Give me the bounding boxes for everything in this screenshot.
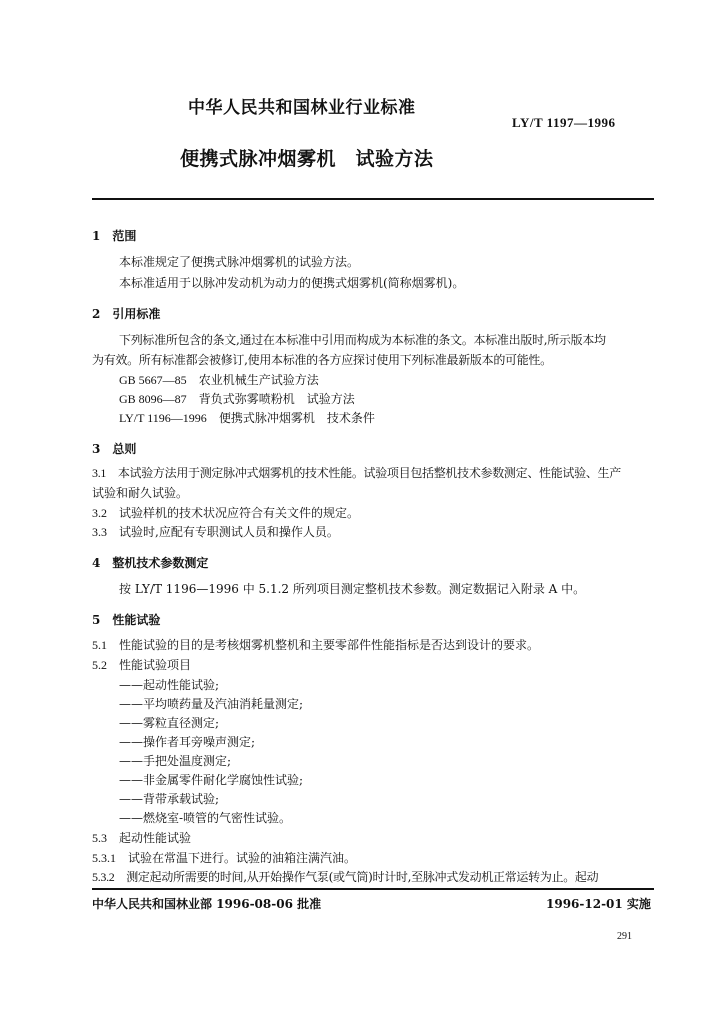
- section-5-heading: [92, 612, 160, 628]
- s4-paragraph: 按 LY/T 1196—1996 中 5.1.2 所列项目测定整机技术参数。测定数据记入附录 A 中。: [119, 582, 586, 596]
- clause-number: 5.1: [92, 638, 107, 652]
- test-item: ——雾粒直径测定;: [119, 716, 220, 730]
- test-item: ——手把处温度测定;: [119, 754, 232, 768]
- clause-5-2: [92, 657, 191, 673]
- clause-text: 起动性能试验: [119, 831, 192, 845]
- approval-line: 中华人民共和国林业部 1996-08-06 批准: [92, 897, 322, 911]
- s2-paragraph-line-1: 下列标准所包含的条文,通过在本标准中引用而构成为本标准的条文。本标准出版时,所示版本均: [119, 333, 606, 347]
- clause-text: 本试验方法用于测定脉冲式烟雾机的技术性能。试验项目包括整机技术参数测定、性能试验、生产: [117, 466, 621, 480]
- reference-name: 便携式脉冲烟雾机 技术条件: [218, 411, 375, 425]
- footer-divider: [92, 888, 654, 890]
- clause-number: 5.3: [92, 831, 107, 845]
- clause-5-3-2: [92, 869, 598, 885]
- section-number: 1: [92, 229, 101, 243]
- test-item: ——起动性能试验;: [119, 678, 220, 692]
- clause-number: 5.2: [92, 658, 107, 672]
- clause-text: 试验时,应配有专职测试人员和操作人员。: [119, 525, 339, 539]
- reference-code: LY/T 1196—1996: [119, 411, 207, 425]
- clause-5-3: [92, 830, 191, 846]
- clause-number: 5.3.1: [92, 851, 116, 865]
- org-title: 中华人民共和国林业行业标准: [188, 98, 416, 118]
- page-number: 291: [617, 931, 632, 942]
- clause-text: 试验在常温下进行。试验的油箱注满汽油。: [128, 851, 357, 865]
- standard-code: LY/T 1197—1996: [512, 115, 616, 130]
- clause-text: 测定起动所需要的时间,从开始操作气泵(或气筒)时计时,至脉冲式发动机正常运转为止。起动: [126, 870, 599, 884]
- s2-paragraph-line-2: 为有效。所有标准都会被修订,使用本标准的各方应探讨使用下列标准最新版本的可能性。: [92, 353, 552, 367]
- section-number: 4: [92, 556, 101, 570]
- reference-item: [119, 372, 319, 388]
- section-number: 2: [92, 307, 101, 321]
- test-item: ——操作者耳旁噪声测定;: [119, 735, 256, 749]
- test-item: ——平均喷药量及汽油消耗量测定;: [119, 697, 304, 711]
- section-title: 引用标准: [112, 307, 161, 321]
- test-item: ——燃烧室-喷管的气密性试验。: [119, 811, 292, 825]
- reference-name: 背负式弥雾喷粉机 试验方法: [198, 392, 355, 406]
- clause-text: 试验样机的技术状况应符合有关文件的规定。: [119, 506, 360, 520]
- section-title: 总则: [112, 442, 137, 456]
- reference-item: [119, 391, 355, 407]
- clause-text: 性能试验的目的是考核烟雾机整机和主要零部件性能指标是否达到设计的要求。: [119, 638, 540, 652]
- reference-name: 农业机械生产试验方法: [198, 373, 319, 387]
- s1-paragraph-1: 本标准规定了便携式脉冲烟雾机的试验方法。: [119, 255, 360, 269]
- reference-code: GB 5667—85: [119, 373, 187, 387]
- reference-item: [119, 410, 375, 426]
- test-item: ——背带承载试验;: [119, 792, 220, 806]
- section-1-heading: [92, 228, 136, 244]
- clause-3-1-line-1: [92, 465, 621, 481]
- section-number: 5: [92, 613, 101, 627]
- clause-3-1-line-2: 试验和耐久试验。: [92, 486, 189, 500]
- section-4-heading: [92, 555, 208, 571]
- reference-code: GB 8096—87: [119, 392, 187, 406]
- clause-number: 5.3.2: [92, 870, 115, 884]
- effective-date: 1996-12-01 实施: [546, 897, 651, 911]
- test-item: ——非金属零件耐化学腐蚀性试验;: [119, 773, 304, 787]
- section-3-heading: [92, 441, 136, 457]
- section-title: 整机技术参数测定: [112, 556, 209, 570]
- section-title: 性能试验: [112, 613, 161, 627]
- clause-number: 3.2: [92, 506, 107, 520]
- clause-3-3: [92, 524, 339, 540]
- document-title: 便携式脉冲烟雾机 试验方法: [180, 148, 434, 170]
- clause-5-3-1: [92, 850, 356, 866]
- section-number: 3: [92, 442, 101, 456]
- clause-number: 3.3: [92, 525, 107, 539]
- s1-paragraph-2: 本标准适用于以脉冲发动机为动力的便携式烟雾机(简称烟雾机)。: [119, 276, 465, 290]
- clause-5-1: [92, 637, 539, 653]
- section-title: 范围: [112, 229, 137, 243]
- clause-number: 3.1: [92, 466, 107, 480]
- section-2-heading: [92, 306, 160, 322]
- clause-text: 性能试验项目: [119, 658, 192, 672]
- header-divider: [92, 198, 654, 200]
- clause-3-2: [92, 505, 359, 521]
